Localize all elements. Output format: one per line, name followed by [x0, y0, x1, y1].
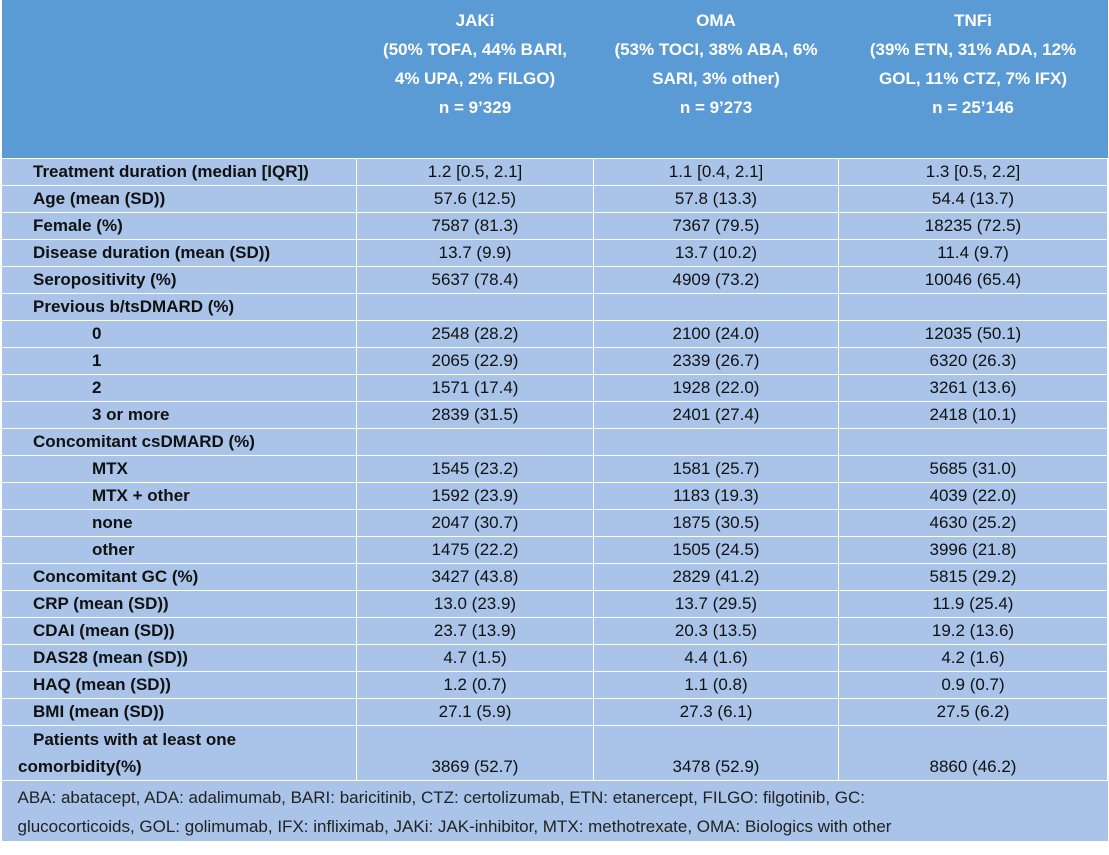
table-row — [2, 374, 1108, 401]
cell-tnfi: 54.4 (13.7) — [839, 185, 1108, 212]
cell-tnfi: 0.9 (0.7) — [839, 671, 1108, 698]
table-row — [2, 671, 1108, 698]
header-tnfi-name: TNFi — [954, 11, 992, 30]
table-row — [2, 212, 1108, 239]
cell-tnfi: 4039 (22.0) — [839, 482, 1108, 509]
cell-jaki: 27.1 (5.9) — [357, 698, 594, 725]
cell-jaki: 13.0 (23.9) — [357, 590, 594, 617]
header-jaki-composition-2: 4% UPA, 2% FILGO) — [394, 69, 556, 88]
cell-tnfi: 11.9 (25.4) — [839, 590, 1108, 617]
table-row — [2, 725, 1108, 780]
cell-tnfi: 18235 (72.5) — [839, 212, 1108, 239]
baseline-characteristics-table — [1, 0, 1108, 841]
table-row — [2, 239, 1108, 266]
cell-tnfi: 19.2 (13.6) — [839, 617, 1108, 644]
row-label: Seropositivity (%) — [2, 266, 357, 293]
table-row — [2, 698, 1108, 725]
footnote-row — [2, 780, 1108, 841]
cell-oma: 1.1 [0.4, 2.1] — [594, 158, 839, 185]
cell-jaki: 4.7 (1.5) — [357, 644, 594, 671]
row-label: 3 or more — [2, 401, 357, 428]
cell-jaki — [357, 293, 594, 320]
row-label: Female (%) — [2, 212, 357, 239]
cell-oma: 13.7 (10.2) — [594, 239, 839, 266]
cell-oma: 3478 (52.9) — [594, 725, 839, 780]
table-row — [2, 266, 1108, 293]
table-row — [2, 509, 1108, 536]
cell-tnfi: 4630 (25.2) — [839, 509, 1108, 536]
cell-jaki: 1545 (23.2) — [357, 455, 594, 482]
footnote-line-2: glucocorticoids, GOL: golimumab, IFX: infliximab, JAKi: JAK-inhibitor, MTX: methotrexate, OMA: Biologics with other — [17, 816, 892, 836]
cell-tnfi: 5685 (31.0) — [839, 455, 1108, 482]
header-jaki — [357, 0, 594, 158]
cell-jaki: 2065 (22.9) — [357, 347, 594, 374]
header-tnfi-n: n = 25’146 — [932, 98, 1014, 117]
cell-jaki: 2839 (31.5) — [357, 401, 594, 428]
row-label: Concomitant GC (%) — [2, 563, 357, 590]
cell-oma: 2401 (27.4) — [594, 401, 839, 428]
table-row — [2, 347, 1108, 374]
table-row — [2, 617, 1108, 644]
cell-oma: 1581 (25.7) — [594, 455, 839, 482]
cell-oma: 4909 (73.2) — [594, 266, 839, 293]
row-label — [2, 725, 357, 780]
table-row — [2, 428, 1108, 455]
header-oma-name: OMA — [696, 11, 736, 30]
cell-tnfi: 27.5 (6.2) — [839, 698, 1108, 725]
row-label: 0 — [2, 320, 357, 347]
header-row — [2, 0, 1108, 158]
header-tnfi-composition-1: (39% ETN, 31% ADA, 12% — [869, 40, 1077, 59]
cell-oma: 2339 (26.7) — [594, 347, 839, 374]
cell-oma: 27.3 (6.1) — [594, 698, 839, 725]
row-label-line-2: comorbidity(%) — [18, 756, 142, 776]
cell-tnfi: 1.3 [0.5, 2.2] — [839, 158, 1108, 185]
row-label: HAQ (mean (SD)) — [2, 671, 357, 698]
row-label: other — [2, 536, 357, 563]
cell-tnfi: 3996 (21.8) — [839, 536, 1108, 563]
header-jaki-n: n = 9’329 — [438, 98, 512, 117]
header-oma-n: n = 9’273 — [679, 98, 753, 117]
table-row — [2, 158, 1108, 185]
table-row — [2, 455, 1108, 482]
table-row — [2, 590, 1108, 617]
row-label: BMI (mean (SD)) — [2, 698, 357, 725]
header-oma — [594, 0, 839, 158]
row-label: MTX + other — [2, 482, 357, 509]
cell-tnfi: 3261 (13.6) — [839, 374, 1108, 401]
row-label-line-1: Patients with at least one — [33, 729, 237, 749]
cell-oma: 20.3 (13.5) — [594, 617, 839, 644]
cell-jaki — [357, 428, 594, 455]
cell-jaki: 2548 (28.2) — [357, 320, 594, 347]
cell-jaki: 1.2 (0.7) — [357, 671, 594, 698]
table-row — [2, 536, 1108, 563]
cell-tnfi — [839, 428, 1108, 455]
cell-jaki: 57.6 (12.5) — [357, 185, 594, 212]
cell-tnfi: 8860 (46.2) — [839, 725, 1108, 780]
table-row — [2, 644, 1108, 671]
row-label: DAS28 (mean (SD)) — [2, 644, 357, 671]
row-label: CDAI (mean (SD)) — [2, 617, 357, 644]
row-label: Age (mean (SD)) — [2, 185, 357, 212]
cell-tnfi: 4.2 (1.6) — [839, 644, 1108, 671]
cell-jaki: 1571 (17.4) — [357, 374, 594, 401]
table-row — [2, 320, 1108, 347]
row-label: Disease duration (mean (SD)) — [2, 239, 357, 266]
cell-jaki: 5637 (78.4) — [357, 266, 594, 293]
footnote — [2, 780, 1108, 841]
cell-oma: 7367 (79.5) — [594, 212, 839, 239]
header-tnfi-composition-2: GOL, 11% CTZ, 7% IFX) — [879, 69, 1067, 88]
cell-tnfi: 6320 (26.3) — [839, 347, 1108, 374]
cell-tnfi: 2418 (10.1) — [839, 401, 1108, 428]
cell-oma — [594, 428, 839, 455]
cell-jaki: 1.2 [0.5, 2.1] — [357, 158, 594, 185]
cell-tnfi: 12035 (50.1) — [839, 320, 1108, 347]
cell-oma: 13.7 (29.5) — [594, 590, 839, 617]
header-jaki-composition-1: (50% TOFA, 44% BARI, — [383, 40, 567, 59]
header-oma-composition-1: (53% TOCI, 38% ABA, 6% — [614, 40, 818, 59]
row-label: Previous b/tsDMARD (%) — [2, 293, 357, 320]
row-label: Concomitant csDMARD (%) — [2, 428, 357, 455]
cell-tnfi: 10046 (65.4) — [839, 266, 1108, 293]
cell-jaki: 2047 (30.7) — [357, 509, 594, 536]
cell-jaki: 7587 (81.3) — [357, 212, 594, 239]
cell-jaki: 1475 (22.2) — [357, 536, 594, 563]
cell-jaki: 1592 (23.9) — [357, 482, 594, 509]
cell-jaki: 13.7 (9.9) — [357, 239, 594, 266]
cell-jaki: 3427 (43.8) — [357, 563, 594, 590]
header-jaki-name: JAKi — [455, 11, 495, 30]
cell-jaki: 3869 (52.7) — [357, 725, 594, 780]
table-row — [2, 293, 1108, 320]
table-row — [2, 401, 1108, 428]
header-oma-composition-2: SARI, 3% other) — [652, 69, 780, 88]
cell-jaki: 23.7 (13.9) — [357, 617, 594, 644]
cell-oma: 1183 (19.3) — [594, 482, 839, 509]
row-label: 2 — [2, 374, 357, 401]
cell-oma: 2829 (41.2) — [594, 563, 839, 590]
cell-tnfi — [839, 293, 1108, 320]
cell-oma: 2100 (24.0) — [594, 320, 839, 347]
cell-oma: 1.1 (0.8) — [594, 671, 839, 698]
table-row — [2, 482, 1108, 509]
cell-oma: 57.8 (13.3) — [594, 185, 839, 212]
footnote-line-1: ABA: abatacept, ADA: adalimumab, BARI: baricitinib, CTZ: certolizumab, ETN: etanercept, FILGO: filgotinib, GC: — [17, 787, 866, 807]
table-row — [2, 563, 1108, 590]
row-label: CRP (mean (SD)) — [2, 590, 357, 617]
cell-oma — [594, 293, 839, 320]
cell-tnfi: 5815 (29.2) — [839, 563, 1108, 590]
cell-oma: 1875 (30.5) — [594, 509, 839, 536]
row-label: none — [2, 509, 357, 536]
row-label: MTX — [2, 455, 357, 482]
row-label: Treatment duration (median [IQR]) — [2, 158, 357, 185]
cell-oma: 1505 (24.5) — [594, 536, 839, 563]
cell-oma: 1928 (22.0) — [594, 374, 839, 401]
row-label: 1 — [2, 347, 357, 374]
cell-tnfi: 11.4 (9.7) — [839, 239, 1108, 266]
cell-oma: 4.4 (1.6) — [594, 644, 839, 671]
header-empty-cell — [2, 0, 357, 158]
table-row — [2, 185, 1108, 212]
header-tnfi — [839, 0, 1108, 158]
